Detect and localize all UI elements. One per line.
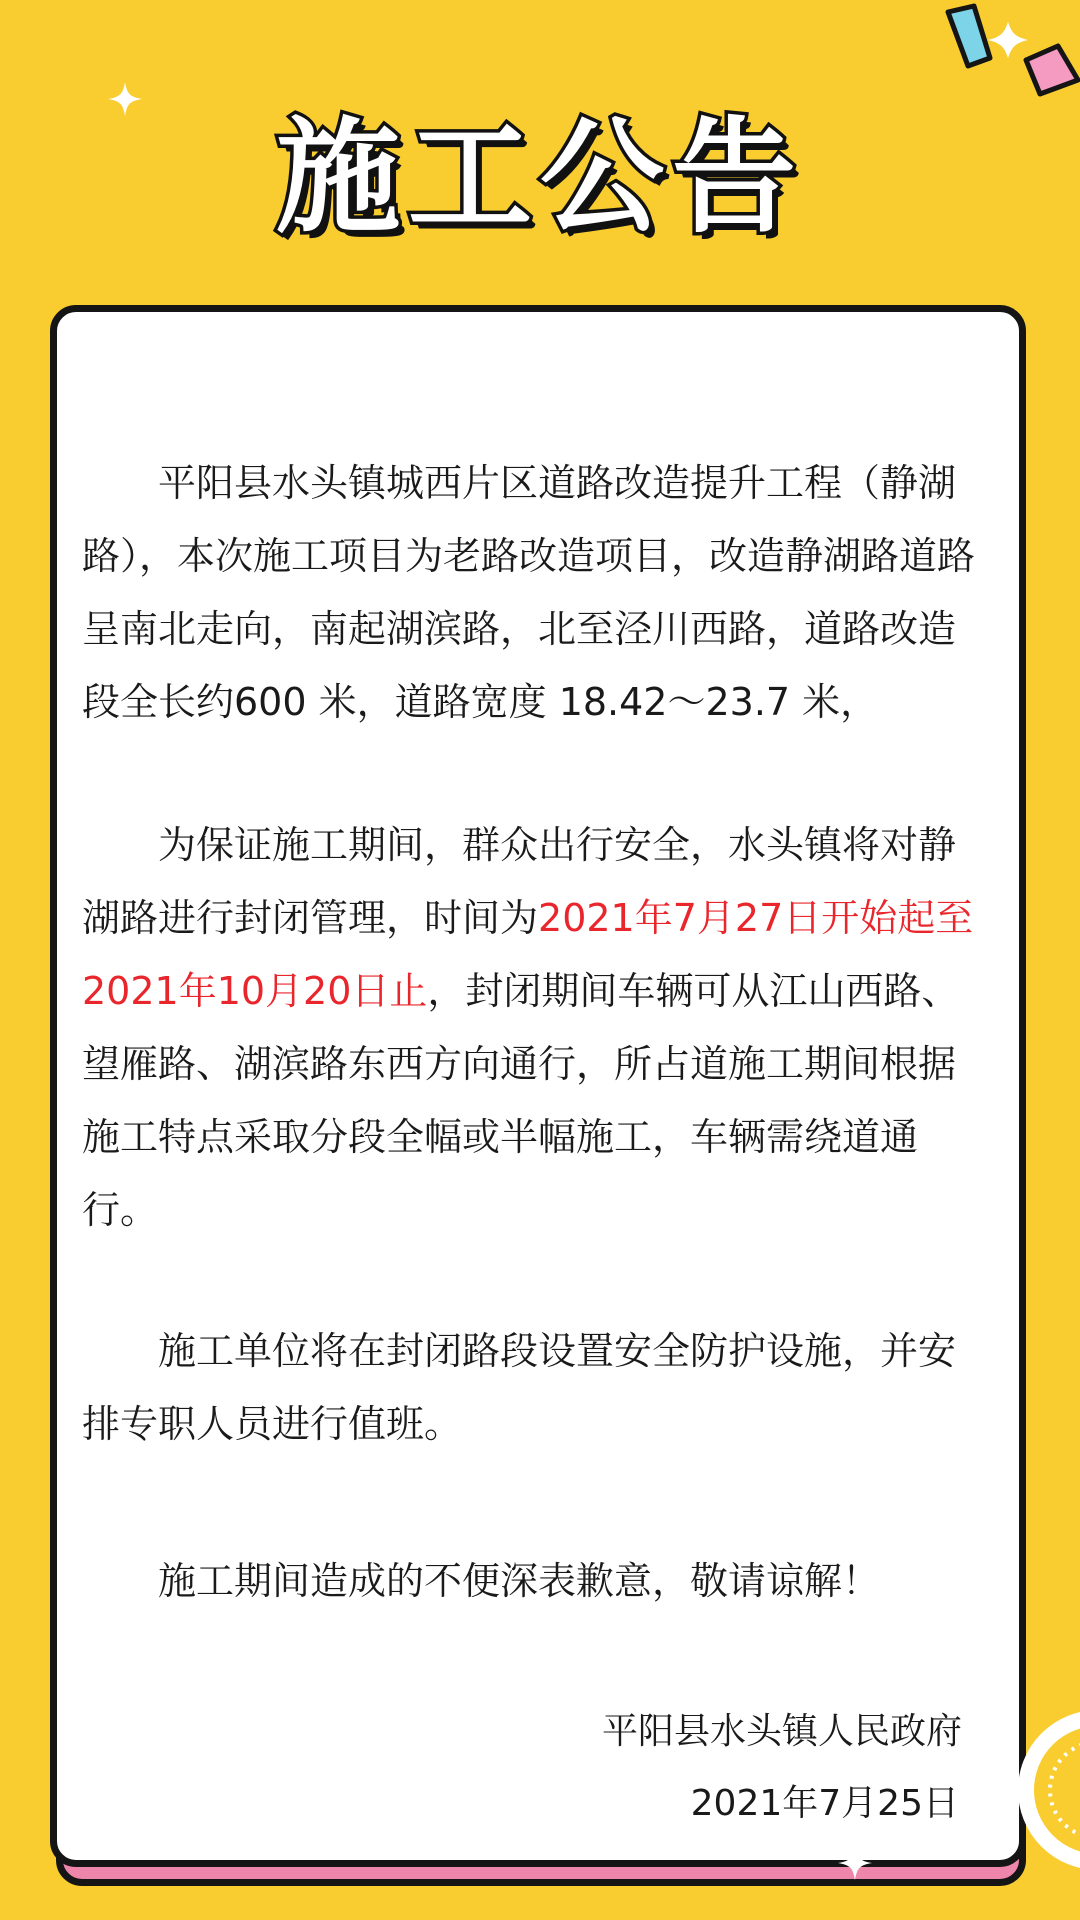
paragraph-safety-measures: 施工单位将在封闭路段设置安全防护设施，并安排专职人员进行值班。 xyxy=(82,1329,957,1446)
signature-organization: 平阳县水头镇人民政府 xyxy=(601,1711,962,1752)
paragraph-project-description: 平阳县水头镇城西片区道路改造提升工程（静湖路），本次施工项目为老路改造项目，改造静湖路道路呈南北走向，南起湖滨路，北至泾川西路，道路改造段全长约600 米，道路宽度 18.42～23.7 米， xyxy=(82,461,976,724)
ring-decoration xyxy=(1010,1690,1080,1890)
sparkle-icon xyxy=(838,1846,872,1880)
closure-text-before: 为保证施工期间，群众出行安全，水头镇将对静湖路进行封闭管理，时间为 xyxy=(82,823,957,940)
page-title: 施工公告 xyxy=(275,106,804,250)
signature-date: 2021年7月25日 xyxy=(690,1783,959,1824)
closure-text-after: ，封闭期间车辆可从江山西路、望雁路、湖滨路东西方向通行，所占道施工期间根据施工特点采取分段全幅或半幅施工，车辆需绕道通行。 xyxy=(82,969,960,1232)
paragraph-apology: 施工期间造成的不便深表歉意，敬请谅解！ xyxy=(158,1559,881,1603)
confetti-decoration xyxy=(930,0,1080,120)
closure-dates-highlight: 2021年7月27日开始起至2021年10月20日止 xyxy=(82,896,974,1013)
paragraph-closure-notice xyxy=(82,809,982,1247)
